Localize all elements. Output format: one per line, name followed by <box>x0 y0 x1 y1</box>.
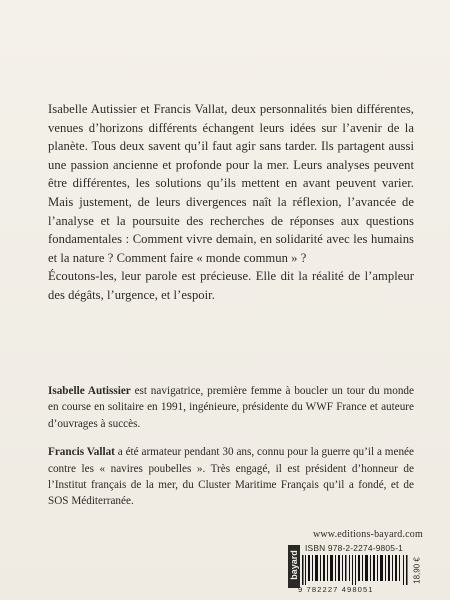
author-bio-text: a été armateur pendant 30 ans, connu pour la guerre qu’il a menée contre les « navires poubelles ». Très engagé, il est président d’honneur de l’Institut français de la mer, du Cluster Maritime Français qu’il a fondé, et de SOS Méditerranée. <box>48 446 414 508</box>
bio-isabelle-autissier <box>48 383 414 432</box>
author-bios <box>48 383 414 522</box>
author-bio-text: est navigatrice, première femme à boucler un tour du monde en course en solitaire en 1991, ingénieure, présidente du WWF France et auteure d’ouvrages à succès. <box>48 385 414 430</box>
bayard-logo <box>288 545 300 588</box>
publisher-url: www.editions-bayard.com <box>312 529 423 540</box>
price-label <box>411 556 423 586</box>
author-name: Francis Vallat <box>48 446 115 459</box>
author-name: Isabelle Autissier <box>48 385 131 397</box>
summary-text <box>48 100 414 305</box>
summary-paragraph-1: Isabelle Autissier et Francis Vallat, deux personnalités bien différentes, venues d’horizons différents échangent leurs idées sur l’avenir de la planète. Tous deux savent qu’il faut agir sans tarder. Ils partagent aussi une passion ancienne et profonde pour la mer. Leurs analyses peuvent être différentes, les solutions qu’ils mettent en avant peuvent varier. Mais justement, de leurs divergences naît la réflexion, l’avancée de l’analyse et la poursuite des recherches de réponses aux questions fondamentales : Comment vivre demain, en solidarité avec les humains et la nature ? Comment faire « monde commun » ? <box>48 102 414 265</box>
barcode-digits: 9 782227 498051 <box>298 585 374 594</box>
barcode <box>302 555 410 585</box>
isbn-text: ISBN 978-2-2274-9805-1 <box>305 543 403 553</box>
price-text: 18,90 € <box>412 557 422 584</box>
summary-paragraph-2: Écoutons-les, leur parole est précieuse. Elle dit la réalité de l’ampleur des dégâts, l’urgence, et l’espoir. <box>48 269 414 302</box>
bayard-logo-text: bayard <box>289 550 299 580</box>
bio-francis-vallat <box>48 444 414 510</box>
